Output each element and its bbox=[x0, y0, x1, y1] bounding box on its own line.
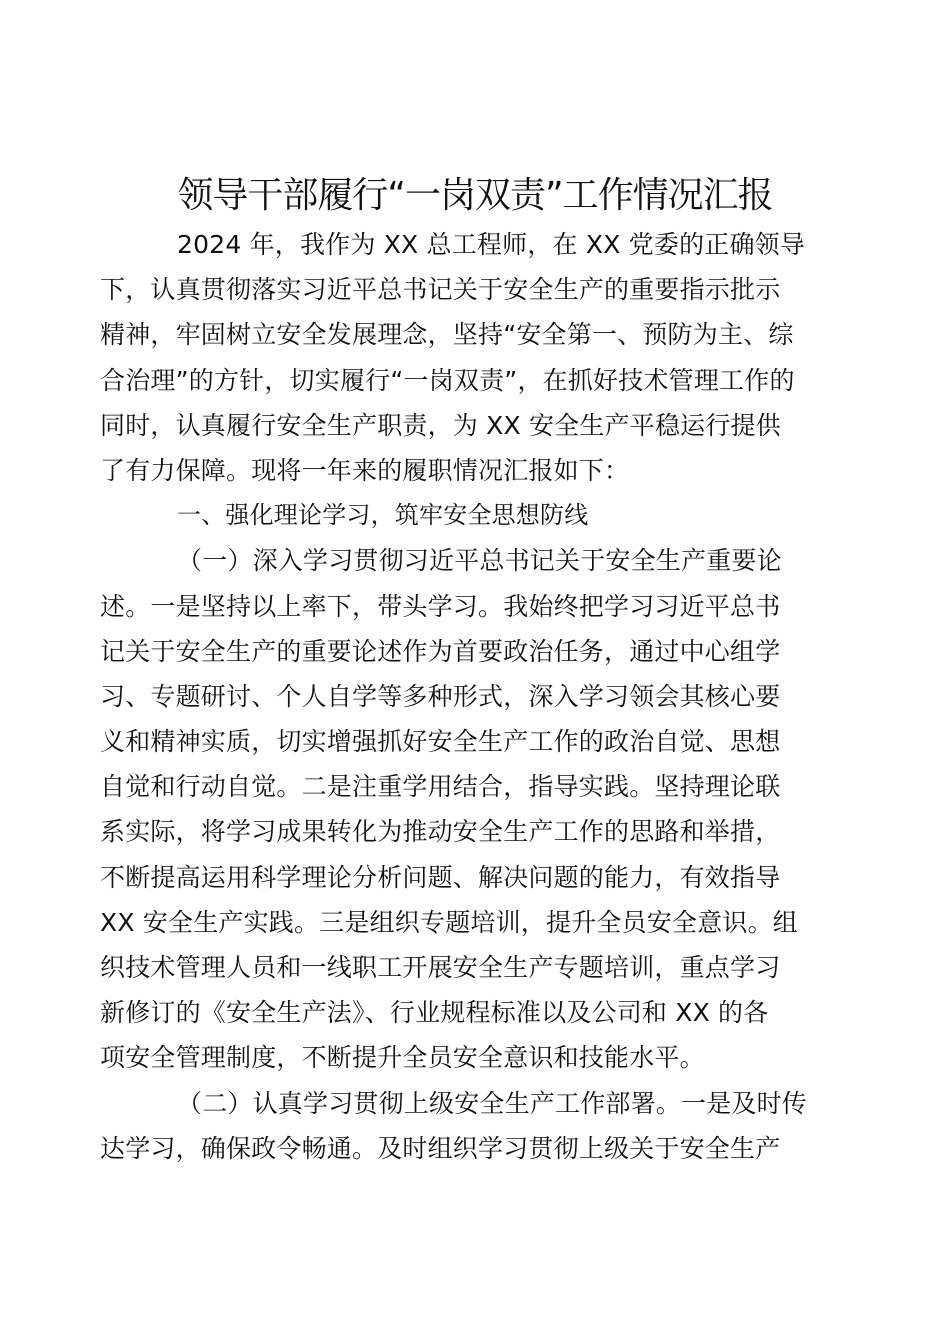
body-line: 达学习，确保政令畅通。及时组织学习贯彻上级关于安全生产 bbox=[100, 1133, 781, 1163]
body-line: 了有力保障。现将一年来的履职情况汇报如下： bbox=[100, 455, 630, 485]
body-line: 系实际，将学习成果转化为推动安全生产工作的思路和举措， bbox=[100, 817, 781, 847]
body-line: 合治理”的方针，切实履行“一岗双责”，在抓好技术管理工作的 bbox=[100, 365, 795, 395]
body-line: 同时，认真履行安全生产职责，为 XX 安全生产平稳运行提供 bbox=[100, 410, 781, 440]
subsection-heading-1-1: （一）深入学习贯彻习近平总书记关于安全生产重要论 bbox=[177, 546, 782, 576]
document-body bbox=[100, 222, 850, 1171]
body-line: 述。一是坚持以上率下，带头学习。我始终把学习习近平总书 bbox=[100, 591, 781, 621]
section-heading-1: 一、强化理论学习，筑牢安全思想防线 bbox=[177, 501, 589, 530]
document-title: 领导干部履行“一岗双责”工作情况汇报 bbox=[177, 175, 773, 216]
body-line-intro-start: 2024 年，我作为 XX 总工程师，在 XX 党委的正确领导 bbox=[177, 230, 806, 259]
body-line: 下，认真贯彻落实习近平总书记关于安全生产的重要指示批示 bbox=[100, 275, 781, 305]
body-line: XX 安全生产实践。三是组织专题培训，提升全员安全意识。组 bbox=[100, 907, 799, 937]
body-line: 项安全管理制度，不断提升全员安全意识和技能水平。 bbox=[100, 1043, 705, 1073]
body-line: 记关于安全生产的重要论述作为首要政治任务，通过中心组学 bbox=[100, 636, 781, 666]
body-line: 精神，牢固树立安全发展理念，坚持“安全第一、预防为主、综 bbox=[100, 320, 794, 350]
body-line: 新修订的《安全生产法》、行业规程标准以及公司和 XX 的各 bbox=[100, 998, 769, 1028]
body-line: 自觉和行动自觉。二是注重学用结合，指导实践。坚持理论联 bbox=[100, 772, 781, 802]
body-line: 织技术管理人员和一线职工开展安全生产专题培训，重点学习 bbox=[100, 953, 781, 982]
body-line: 不断提高运用科学理论分析问题、解决问题的能力，有效指导 bbox=[100, 862, 781, 892]
body-line: 义和精神实质，切实增强抓好安全生产工作的政治自觉、思想 bbox=[100, 727, 781, 757]
subsection-heading-1-2: （二）认真学习贯彻上级安全生产工作部署。一是及时传 bbox=[177, 1088, 808, 1118]
body-line: 习、专题研讨、个人自学等多种形式，深入学习领会其核心要 bbox=[100, 681, 781, 711]
